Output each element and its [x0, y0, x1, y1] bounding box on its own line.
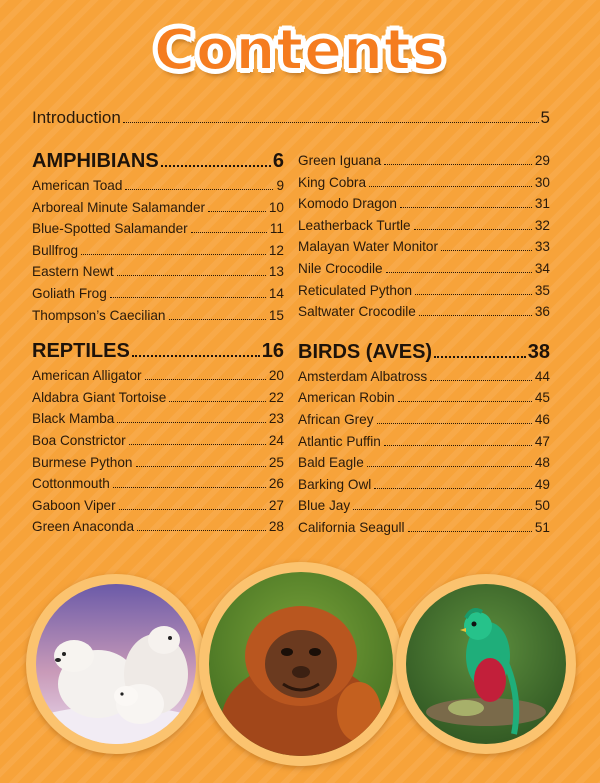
toc-entry[interactable] [32, 240, 284, 262]
toc-entry-page: 20 [268, 368, 284, 384]
dot-leader [384, 164, 532, 165]
dot-leader [119, 509, 266, 510]
toc-entry[interactable] [32, 452, 284, 474]
toc-entry-label: Barking Owl [298, 476, 372, 492]
section-heading-page: 6 [272, 150, 284, 172]
section-birds [298, 341, 550, 539]
toc-entry-label: American Alligator [32, 368, 142, 384]
dot-leader [408, 531, 532, 532]
toc-entry-page: 15 [268, 307, 284, 323]
toc-entry[interactable] [298, 193, 550, 215]
dot-leader [367, 466, 532, 467]
section-heading-label: BIRDS (AVES) [298, 340, 433, 363]
toc-entry-label: Eastern Newt [32, 264, 114, 280]
dot-leader [117, 275, 266, 276]
toc-entry-page: 12 [268, 242, 284, 258]
toc-entry[interactable] [298, 474, 550, 496]
toc-entry-label: Gaboon Viper [32, 497, 116, 513]
dot-leader [384, 445, 532, 446]
toc-entry[interactable] [298, 172, 550, 194]
toc-list [298, 150, 550, 323]
toc-entry-label: Atlantic Puffin [298, 433, 381, 449]
toc-entry-label: Leatherback Turtle [298, 217, 411, 233]
toc-entry-label: Bald Eagle [298, 455, 364, 471]
dot-leader [419, 315, 532, 316]
section-amphibians [32, 150, 284, 326]
toc-entry-page: 32 [534, 217, 550, 233]
toc-entry-page: 36 [534, 304, 550, 320]
toc-entry[interactable] [298, 215, 550, 237]
toc-entry[interactable] [298, 150, 550, 172]
toc-entry-page: 5 [540, 108, 550, 127]
toc-entry-page: 31 [534, 196, 550, 212]
toc-entry-label: Goliath Frog [32, 285, 107, 301]
toc-entry[interactable] [298, 366, 550, 388]
section-heading[interactable] [32, 340, 284, 363]
toc-entry-page: 9 [276, 178, 284, 193]
toc-entry-label: Boa Constrictor [32, 432, 126, 448]
section-reptiles [32, 340, 284, 538]
toc-entry[interactable] [298, 258, 550, 280]
dot-leader [377, 423, 532, 424]
toc-entry[interactable] [32, 283, 284, 305]
dot-leader [136, 466, 266, 467]
dot-leader [123, 122, 539, 123]
section-heading[interactable] [32, 150, 284, 173]
dot-leader [441, 250, 532, 251]
toc-introduction[interactable] [32, 108, 550, 128]
toc-entry-page: 28 [268, 519, 284, 535]
toc-entry-page: 44 [534, 368, 550, 384]
toc-entry-page: 22 [268, 389, 284, 405]
toc-entry[interactable] [298, 495, 550, 517]
toc-entry-label: Black Mamba [32, 411, 115, 427]
dot-leader [369, 186, 532, 187]
toc-entry[interactable] [32, 305, 284, 327]
toc-entry-page: 48 [534, 455, 550, 471]
toc-left-column [32, 150, 284, 550]
toc-entry-page: 46 [534, 411, 550, 427]
dot-leader [434, 356, 526, 358]
toc-entry-label: California Seagull [298, 519, 405, 535]
toc-entry-label: Introduction [32, 108, 121, 127]
toc-entry[interactable] [32, 516, 284, 538]
dot-leader [117, 422, 266, 423]
toc-entry-label: Bullfrog [32, 242, 79, 258]
toc-right-column [298, 150, 550, 551]
toc-list [298, 366, 550, 539]
toc-entry[interactable] [298, 431, 550, 453]
dot-leader [398, 401, 532, 402]
dot-leader [161, 165, 271, 167]
dot-leader [415, 294, 532, 295]
toc-entry-page: 49 [534, 476, 550, 492]
dot-leader [191, 232, 267, 233]
toc-entry-label: Nile Crocodile [298, 260, 383, 276]
toc-entry[interactable] [298, 517, 550, 539]
toc-entry[interactable] [32, 387, 284, 409]
toc-entry-page: 34 [534, 260, 550, 276]
toc-entry-label: Komodo Dragon [298, 196, 397, 212]
section-heading-label: AMPHIBIANS [32, 150, 159, 172]
dot-leader [113, 487, 266, 488]
toc-entry-label: Cottonmouth [32, 476, 110, 492]
toc-entry[interactable] [298, 280, 550, 302]
dot-leader [208, 211, 266, 212]
toc-entry-label: Blue Jay [298, 498, 351, 514]
dot-leader [386, 272, 532, 273]
toc-entry-page: 10 [268, 199, 284, 215]
toc-entry-label: American Robin [298, 390, 395, 406]
toc-entry-page: 45 [534, 390, 550, 406]
toc-entry-page: 26 [268, 476, 284, 492]
toc-entry-page: 35 [534, 282, 550, 298]
toc-entry-page: 29 [534, 153, 550, 168]
toc-entry-page: 33 [534, 239, 550, 255]
toc-entry[interactable] [32, 365, 284, 387]
section-heading-page: 38 [527, 340, 550, 363]
orangutan-photo [209, 572, 393, 756]
dot-leader [169, 319, 266, 320]
toc-entry-label: King Cobra [298, 174, 367, 190]
toc-entry-label: American Toad [32, 178, 123, 193]
toc-entry-label: African Grey [298, 411, 374, 427]
toc-entry-label: Blue-Spotted Salamander [32, 221, 188, 237]
dot-leader [137, 530, 266, 531]
toc-entry-page: 24 [268, 432, 284, 448]
dot-leader [110, 297, 266, 298]
toc-entry-page: 13 [268, 264, 284, 280]
dot-leader [353, 509, 532, 510]
toc-entry-label: Thompson’s Caecilian [32, 307, 166, 323]
toc-entry-label: Reticulated Python [298, 282, 413, 298]
polar-bears-photo [36, 584, 196, 744]
toc-entry-label: Arboreal Minute Salamander [32, 199, 206, 215]
dot-leader [430, 380, 532, 381]
toc-entry-page: 25 [268, 454, 284, 470]
toc-entry-label: Amsterdam Albatross [298, 368, 428, 384]
toc-entry-page: 27 [268, 497, 284, 513]
dot-leader [132, 355, 260, 357]
toc-entry-page: 50 [534, 498, 550, 514]
dot-leader [81, 254, 266, 255]
section-heading[interactable] [298, 341, 550, 364]
dot-leader [374, 488, 532, 489]
dot-leader [129, 444, 266, 445]
toc-entry-page: 11 [269, 221, 284, 237]
toc-entry[interactable] [298, 452, 550, 474]
toc-entry-page: 51 [534, 519, 550, 535]
dot-leader [125, 189, 273, 190]
toc-entry[interactable] [32, 430, 284, 452]
toc-entry-page: 30 [534, 174, 550, 190]
toc-entry[interactable] [32, 495, 284, 517]
toc-entry-label: Saltwater Crocodile [298, 304, 416, 320]
toc-entry-label: Green Anaconda [32, 519, 135, 535]
toc-entry[interactable] [298, 301, 550, 323]
toc-entry-page: 23 [268, 411, 284, 427]
toc-entry[interactable] [32, 197, 284, 219]
photo-strip [26, 562, 574, 767]
toc-entry[interactable] [298, 236, 550, 258]
toc-entry-label: Malayan Water Monitor [298, 239, 439, 255]
dot-leader [169, 401, 266, 402]
toc-entry[interactable] [298, 409, 550, 431]
section-reptiles-continued [298, 150, 550, 323]
quetzal-bird-photo [406, 584, 566, 744]
toc-list [32, 365, 284, 538]
toc-entry-page: 47 [534, 433, 550, 449]
toc-entry-label: Burmese Python [32, 454, 133, 470]
toc-entry[interactable] [32, 261, 284, 283]
toc-list [32, 175, 284, 326]
toc-entry[interactable] [298, 387, 550, 409]
page-title: Contents [153, 18, 447, 83]
toc-entry[interactable] [32, 408, 284, 430]
dot-leader [400, 207, 532, 208]
dot-leader [145, 379, 266, 380]
section-heading-page: 16 [261, 340, 284, 363]
toc-entry[interactable] [32, 175, 284, 197]
toc-entry-label: Aldabra Giant Tortoise [32, 389, 167, 405]
section-heading-label: REPTILES [32, 340, 130, 363]
toc-entry-page: 14 [268, 285, 284, 301]
toc-entry[interactable] [32, 218, 284, 240]
toc-entry-label: Green Iguana [298, 153, 382, 168]
dot-leader [414, 229, 532, 230]
toc-entry[interactable] [32, 473, 284, 495]
